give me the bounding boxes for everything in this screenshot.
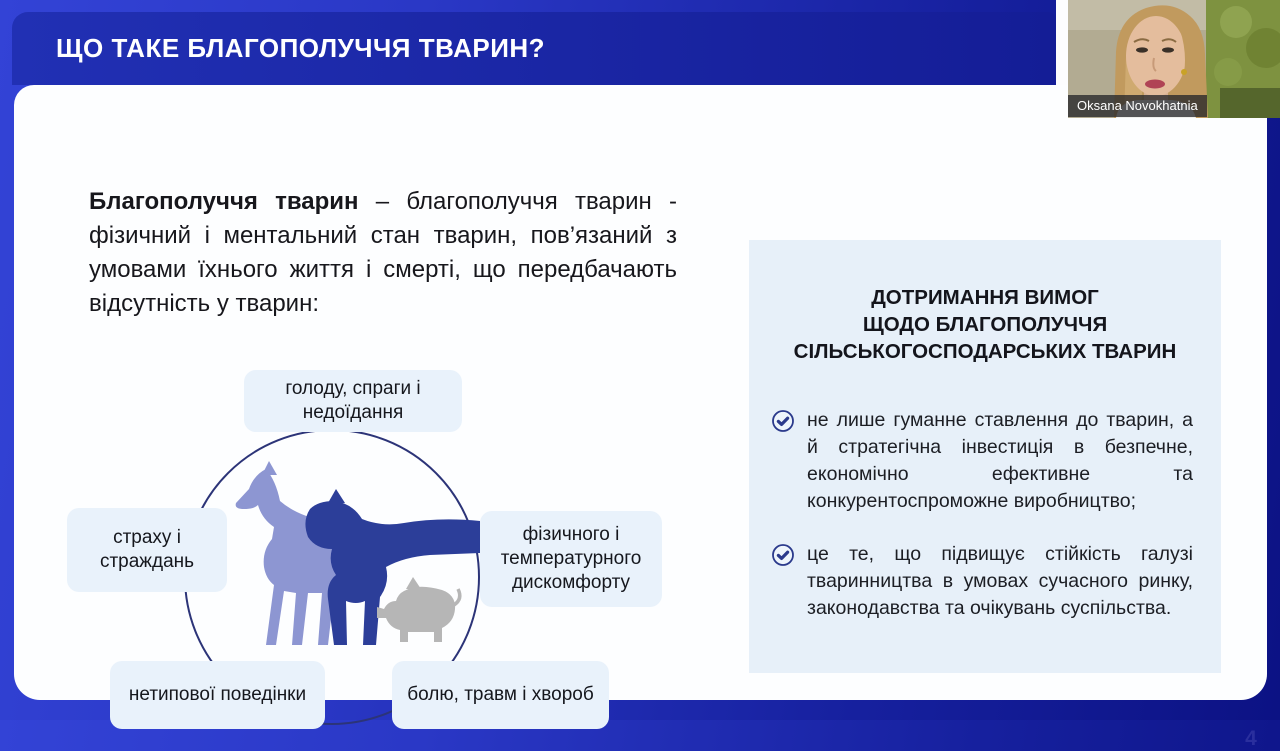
page-number: 4 [1245,727,1257,750]
diagram-label-fear: страху і страждань [67,508,227,592]
definition-paragraph [89,185,677,321]
list-item [771,541,1193,622]
panel-heading [767,284,1203,365]
farm-animals-illustration [200,459,480,649]
list-item [771,407,1193,515]
definition-term: Благополуччя тварин [89,188,359,215]
check-circle-icon [771,543,795,567]
check-circle-icon [771,409,795,433]
panel-heading-line: ДОТРИМАННЯ ВИМОГ [871,286,1099,309]
panel-heading-line: ЩОДО БЛАГОПОЛУЧЧЯ [862,313,1108,337]
pig-silhouette [377,577,460,642]
slide-header [12,12,1056,85]
bullet-text: це те, що підвищує стійкість галузі тваринництва в умовах сучасного ринку, законодавства та очікувань суспільства. [807,542,1193,619]
webcam-video-tile[interactable] [1068,0,1280,118]
slide-body [14,85,1267,750]
slide-title: ЩО ТАКЕ БЛАГОПОЛУЧЧЯ ТВАРИН? [56,33,546,63]
diagram-label-hunger: голоду, спраги і недоїдання [244,370,462,432]
header-gap [1056,0,1068,85]
participant-name-badge: Oksana Novokhatnia [1068,95,1207,117]
panel-bullet-list [771,407,1193,621]
requirements-panel [749,240,1221,673]
diagram-label-behaviour: нетипової поведінки [110,661,325,729]
definition-text: – благополуччя тварин - фізичний і ментальний стан тварин, пов’язаний з умовами їхнього життя і смерті, що передбачають відсутність у тварин: [89,188,677,318]
diagram-label-pain: болю, травм і хвороб [392,661,609,729]
panel-heading-line: СІЛЬСЬКОГОСПОДАРСЬКИХ ТВАРИН [793,340,1177,364]
bullet-text: не лише гуманне ставлення до тварин, а й стратегічна інвестиція в безпечне, економічно ефективне та конкурентоспроможне виробництво; [807,409,1193,512]
diagram-label-discomfort: фізичного і температурного дискомфорту [480,511,662,607]
